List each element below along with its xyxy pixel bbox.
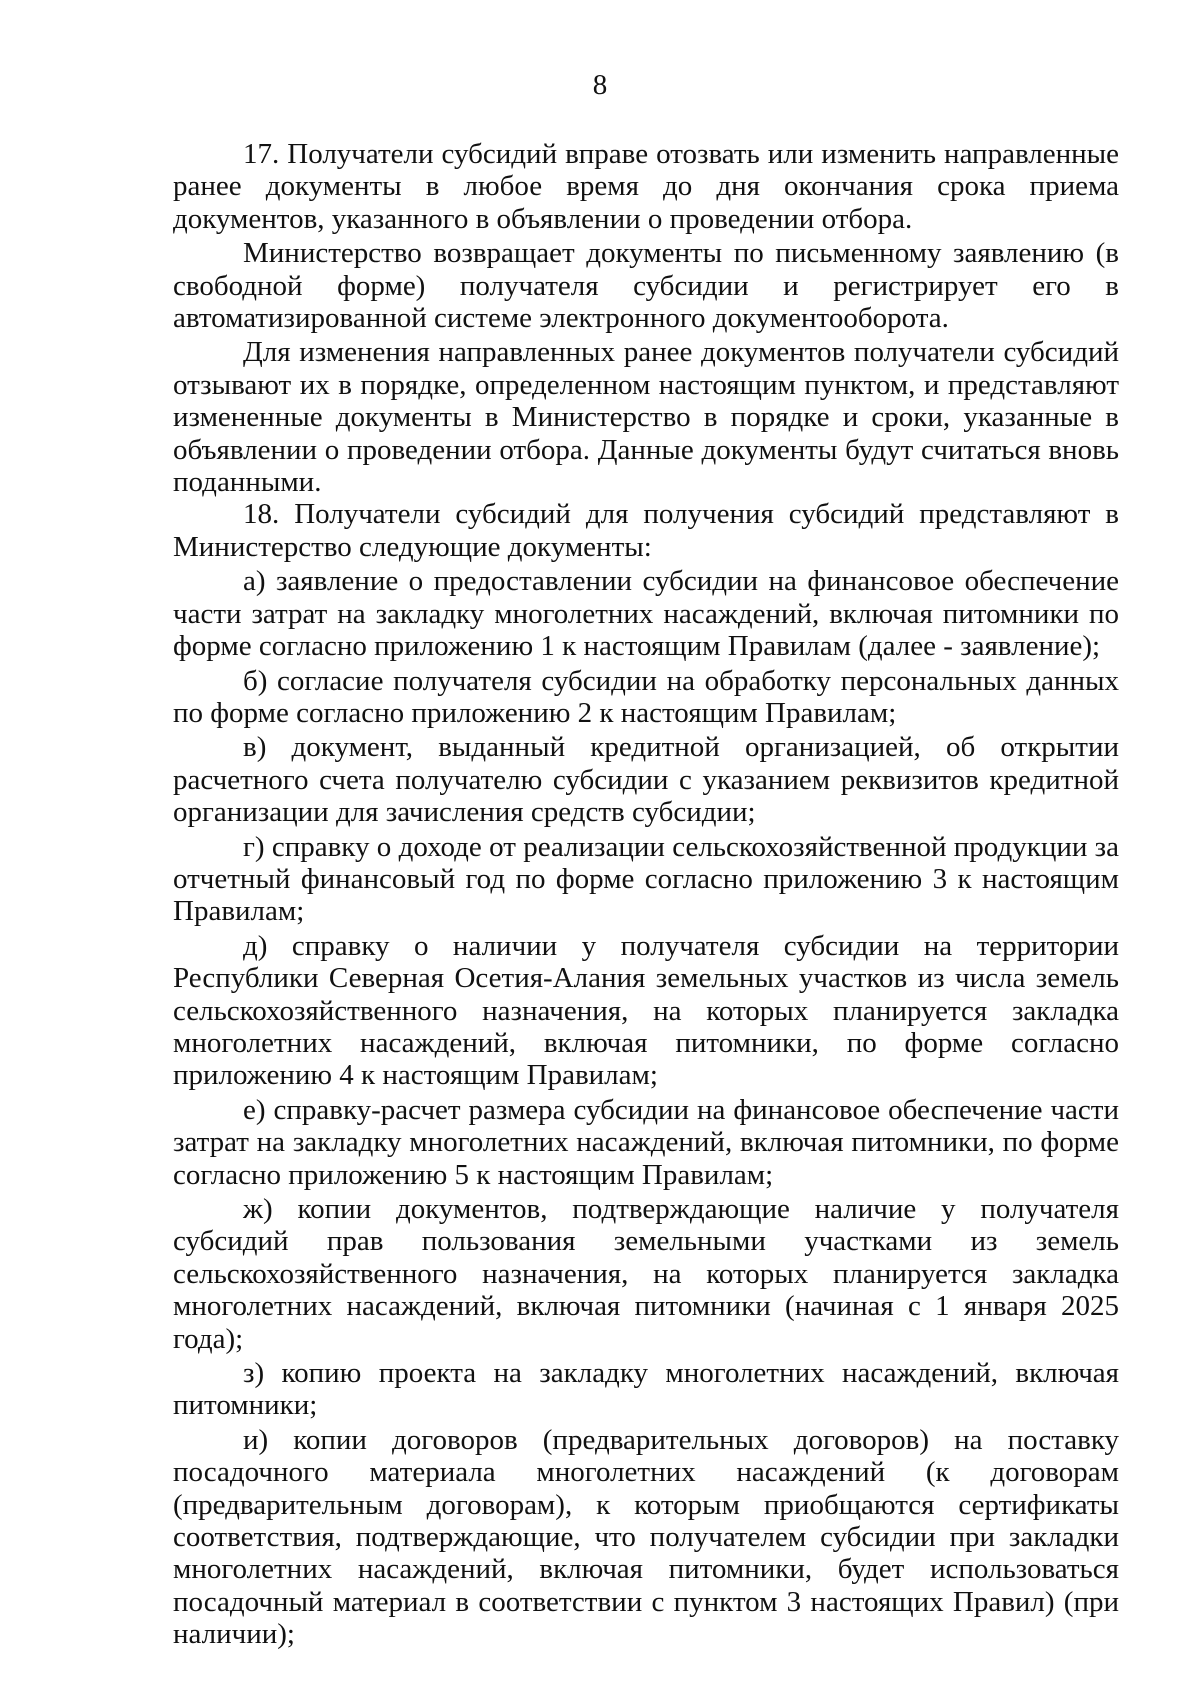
page-number: 8	[592, 69, 608, 101]
list-item-a-application: а) заявление о предоставлении субсидии на финансовое обеспечение части затрат на закладку многолетних насаждений, включая питомники по форме согласно приложению 1 к настоящим Правилам (далее - заявление);	[173, 565, 1119, 663]
list-item-b-personal-data-consent: б) согласие получателя субсидии на обработку персональных данных по форме согласно приложению 2 к настоящим Правилам;	[173, 664, 1119, 729]
list-item-e-subsidy-calculation: е) справку-расчет размера субсидии на финансовое обеспечение части затрат на закладку многолетних насаждений, включая питомники, по форме согласно приложению 5 к настоящим Правилам;	[173, 1093, 1119, 1191]
paragraph-ministry-returns-documents: Министерство возвращает документы по письменному заявлению (в свободной форме) получателя субсидии и регистрирует его в автоматизированной системе электронного документооборота.	[173, 237, 1119, 335]
paragraph-18-required-documents: 18. Получатели субсидий для получения субсидий представляют в Министерство следующие документы:	[173, 498, 1119, 563]
list-item-i-contract-copies: и) копии договоров (предварительных договоров) на поставку посадочного материала многолетних насаждений (к договорам (предварительным договорам), к которым приобщаются сертификаты соответствия, подтверждающие, что получателем субсидии при закладки многолетних насаждений, включая питомники, будет использоваться посадочный материал в соответствии с пунктом 3 настоящих Правил) (при наличии);	[173, 1423, 1119, 1651]
list-item-d-land-plots-certificate: д) справку о наличии у получателя субсидии на территории Республики Северная Осетия-Алания земельных участков из числа земель сельскохозяйственного назначения, на которых планируется закладка многолетних насаждений, включая питомники, по форме согласно приложению 4 к настоящим Правилам;	[173, 929, 1119, 1092]
list-item-z-project-copy: з) копию проекта на закладку многолетних насаждений, включая питомники;	[173, 1357, 1119, 1422]
document-body	[173, 138, 1119, 1653]
list-item-zh-land-rights-copies: ж) копии документов, подтверждающие наличие у получателя субсидий прав пользования земельными участками из земель сельскохозяйственного назначения, на которых планируется закладка многолетних насаждений, включая питомники (начиная с 1 января 2025 года);	[173, 1193, 1119, 1355]
list-item-v-bank-account-document: в) документ, выданный кредитной организацией, об открытии расчетного счета получателю субсидии с указанием реквизитов кредитной организации для зачисления средств субсидии;	[173, 731, 1119, 829]
paragraph-changing-documents: Для изменения направленных ранее документов получатели субсидий отзывают их в порядке, определенном настоящим пунктом, и представляют измененные документы в Министерство в порядке и сроки, указанные в объявлении о проведении отбора. Данные документы будут считаться вновь поданными.	[173, 336, 1119, 499]
paragraph-17-withdraw-documents: 17. Получатели субсидий вправе отозвать или изменить направленные ранее документы в любое время до дня окончания срока приема документов, указанного в объявлении о проведении отбора.	[173, 138, 1119, 235]
list-item-g-income-certificate: г) справку о доходе от реализации сельскохозяйственной продукции за отчетный финансовый год по форме согласно приложению 3 к настоящим Правилам;	[173, 830, 1119, 928]
